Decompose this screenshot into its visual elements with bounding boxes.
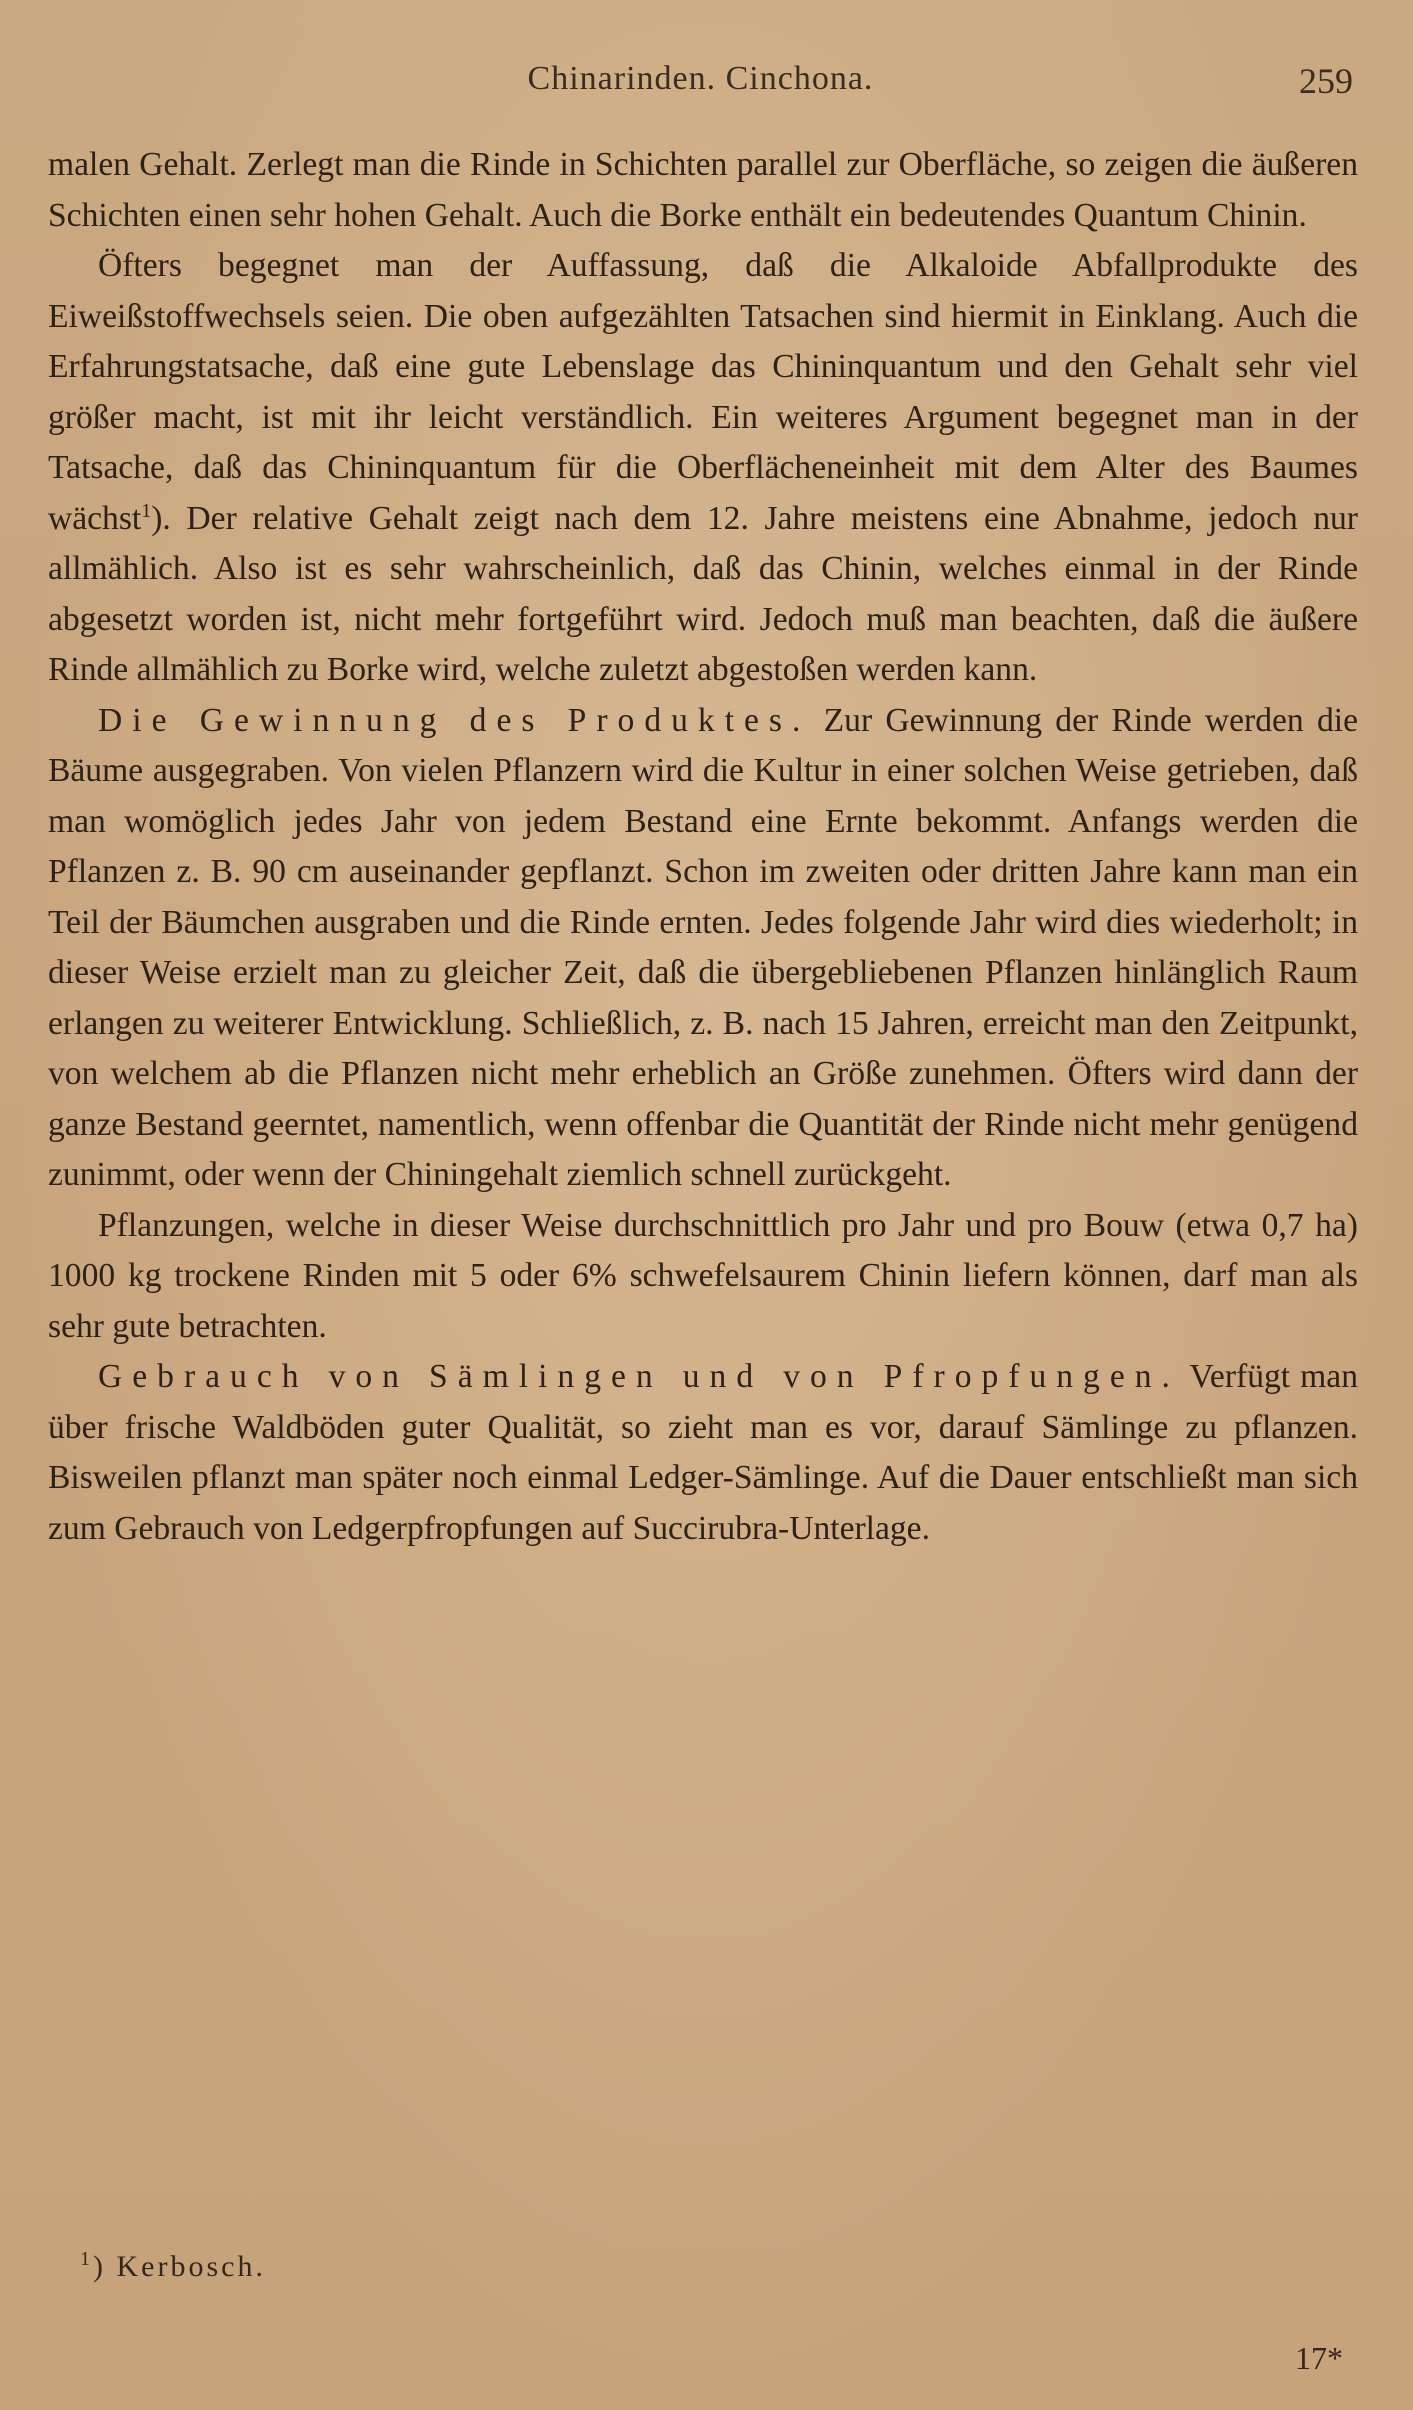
- section-heading-gewinnung: Die Gewinnung des Produktes.: [98, 701, 811, 739]
- paragraph-5: [48, 1352, 1358, 1554]
- printer-signature: 17*: [1295, 2340, 1343, 2376]
- body-text: [48, 140, 1358, 1554]
- footnote-text: ) Kerbosch.: [93, 2250, 266, 2283]
- paragraph-2-text-a: Öfters begegnet man der Auffassung, daß die Alkaloide Abfallprodukte des Eiweißstoffwechsels seien. Die oben aufgezählten Tatsachen sind hiermit in Einklang. Auch die Erfahrungstatsache, daß eine gute Lebenslage das Chininquantum und den Gehalt sehr viel größer macht, ist mit ihr leicht verständlich. Ein weiteres Argument begegnet man in der Tatsache, daß das Chininquantum für die Oberflächeneinheit mit dem Alter des Baumes wächst: [48, 247, 1358, 537]
- footnote-reference: 1: [141, 499, 152, 522]
- page-header: [48, 60, 1353, 120]
- footnote-mark: 1: [80, 2248, 93, 2270]
- paragraph-3-text: Zur Gewinnung der Rinde werden die Bäume ausgegraben. Von vielen Pflanzern wird die Kultur in einer solchen Weise getrieben, daß man womöglich jedes Jahr von jedem Bestand eine Ernte bekommt. Anfangs werden die Pflanzen z. B. 90 cm auseinander gepflanzt. Schon im zweiten oder dritten Jahre kann man ein Teil der Bäumchen ausgraben und die Rinde ernten. Jedes folgende Jahr wird dies wiederholt; in dieser Weise erzielt man zu gleicher Zeit, daß die übergebliebenen Pflanzen hinlänglich Raum erlangen zu weiterer Entwicklung. Schließlich, z. B. nach 15 Jahren, erreicht man den Zeitpunkt, von welchem ab die Pflanzen nicht mehr erheblich an Größe zunehmen. Öfters wird dann der ganze Bestand geerntet, namentlich, wenn offenbar die Quantität der Rinde nicht mehr genügend zunimmt, oder wenn der Chiningehalt ziemlich schnell zurückgeht.: [48, 701, 1358, 1193]
- paragraph-3: [48, 696, 1358, 1201]
- paragraph-1-text: malen Gehalt. Zerlegt man die Rinde in Schichten parallel zur Oberfläche, so zeigen die äußeren Schichten einen sehr hohen Gehalt. Auch die Borke enthält ein bedeutendes Quantum Chinin.: [48, 146, 1358, 234]
- page-number: 259: [1299, 61, 1353, 101]
- paragraph-4-text: Pflanzungen, welche in dieser Weise durchschnittlich pro Jahr und pro Bouw (etwa 0,7 ha) 1000 kg trockene Rinden mit 5 oder 6% schwefelsaurem Chinin liefern können, darf man als sehr gute betrachten.: [48, 1206, 1358, 1345]
- paragraph-2-text-b: ). Der relative Gehalt zeigt nach dem 12. Jahre meistens eine Abnahme, jedoch nur allmählich. Also ist es sehr wahrscheinlich, daß das Chinin, welches einmal in der Rinde abgesetzt worden ist, nicht mehr fortgeführt wird. Jedoch muß man beachten, daß die äußere Rinde allmählich zu Borke wird, welche zuletzt abgestoßen werden kann.: [48, 499, 1358, 688]
- paragraph-2: [48, 241, 1358, 696]
- section-heading-gebrauch: Gebrauch von Sämlingen und von Pfropfungen.: [98, 1358, 1180, 1395]
- paragraph-4: [48, 1201, 1358, 1353]
- running-head: Chinarinden. Cinchona.: [527, 60, 874, 97]
- paragraph-1: [48, 140, 1358, 241]
- paragraph-5-text: Verfügt man über frische Waldböden guter Qualität, so zieht man es vor, darauf Sämlinge zu pflanzen. Bisweilen pflanzt man später noch einmal Ledger-Sämlinge. Auf die Dauer entschließt man sich zum Gebrauch von Ledgerpfropfungen auf Succirubra-Unterlage.: [48, 1358, 1358, 1547]
- footnote: [80, 2250, 266, 2284]
